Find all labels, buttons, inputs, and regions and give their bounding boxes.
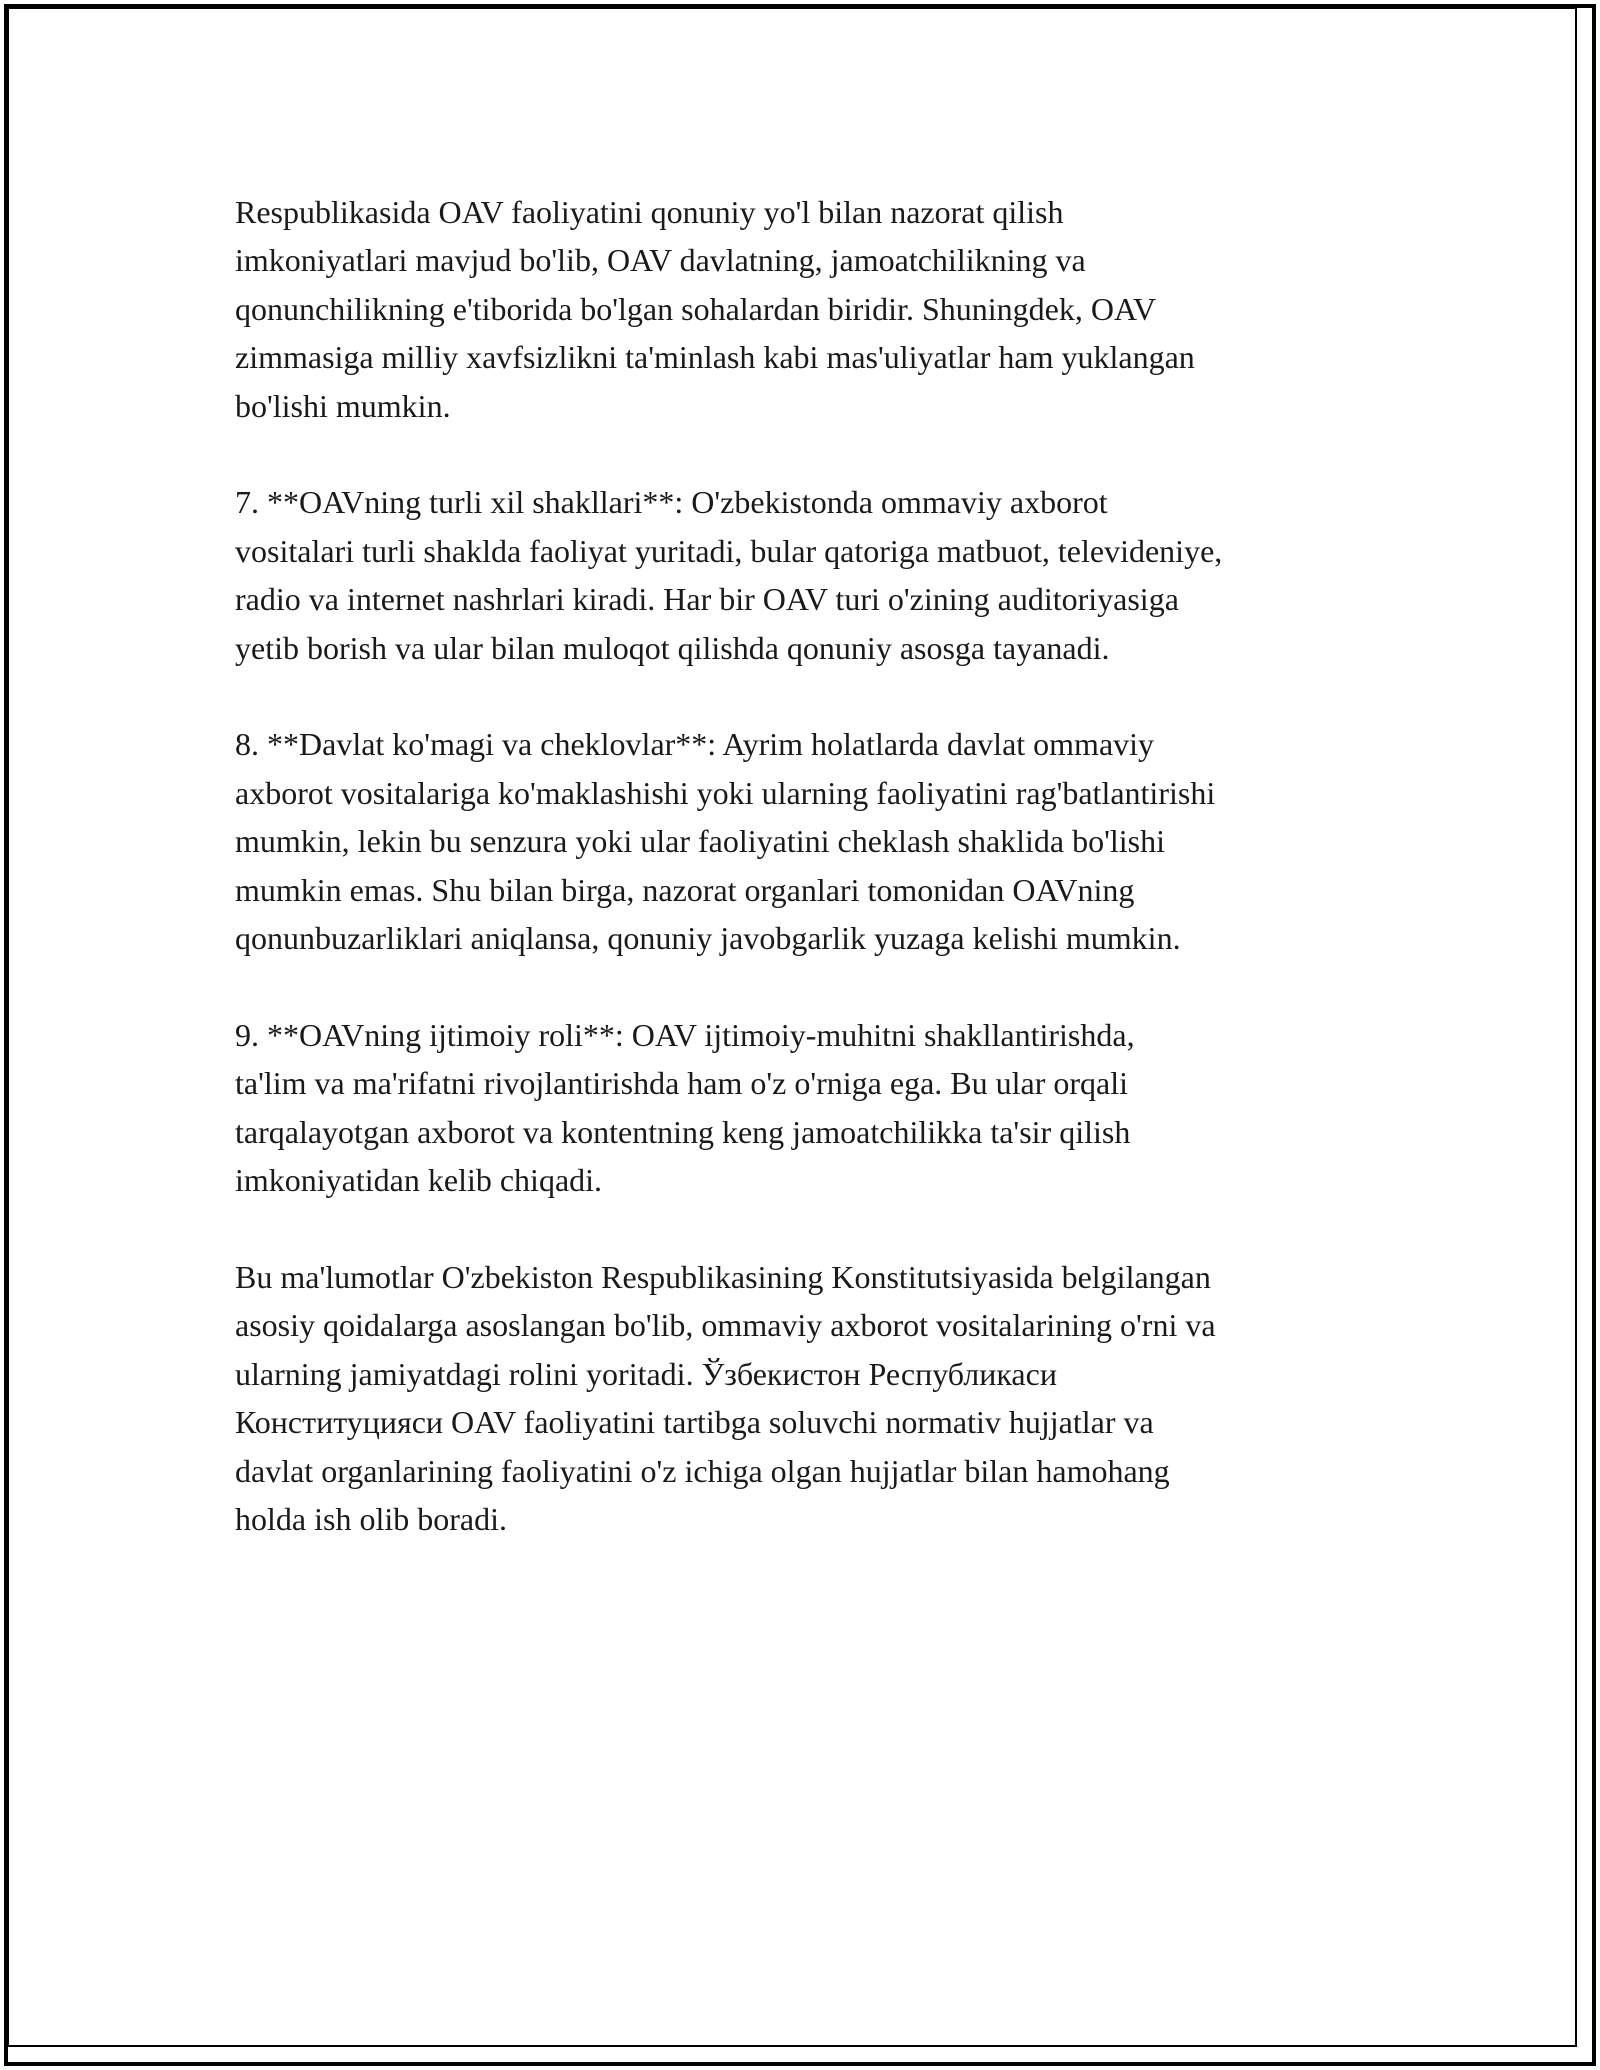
- document-body: [235, 188, 1375, 1592]
- paragraph-item-9: 9. **OAVning ijtimoiy roli**: OAV ijtimoiy-muhitni shakllantirishda, ta'lim va ma'rifatni rivojlantirishda ham o'z o'rniga ega. Bu ular orqali tarqalayotgan axborot va kontentning keng jamoatchilikka ta'sir qilish imkoniyatidan kelib chiqadi.: [235, 1016, 1135, 1199]
- paragraph-conclusion: Bu ma'lumotlar O'zbekiston Respublikasining Konstitutsiyasida belgilangan asosiy qoidalarga asoslangan bo'lib, ommaviy axborot vositalarining o'rni va ularning jamiyatdagi rolini yoritadi. Ўзбекистон Республикаси Конституцияси OAV faoliyatini tartibga soluvchi normativ hujjatlar va davlat organlarining faoliyatini o'z ichiga olgan hujjatlar bilan hamohang holda ish olib boradi.: [235, 1258, 1216, 1537]
- paragraph-item-8: 8. **Davlat ko'magi va cheklovlar**: Ayrim holatlarda davlat ommaviy axborot vositalariga ko'maklashishi yoki ularning faoliyatini rag'batlantirishi mumkin, lekin bu senzura yoki ular faoliyatini cheklash shaklida bo'lishi mumkin emas. Shu bilan birga, nazorat organlari tomonidan OAVning qonunbuzarliklari aniqlansa, qonuniy javobgarlik yuzaga kelishi mumkin.: [235, 726, 1216, 957]
- paragraph-item-7: 7. **OAVning turli xil shakllari**: O'zbekistonda ommaviy axborot vositalari turli shaklda faoliyat yuritadi, bular qatoriga matbuot, televideniye, radio va internet nashrlari kiradi. Har bir OAV turi o'zining auditoriyasiga yetib borish va ular bilan muloqot qilishda qonuniy asosga tayanadi.: [235, 484, 1223, 666]
- paragraph-intro: Respublikasida OAV faoliyatini qonuniy yo'l bilan nazorat qilish imkoniyatlari mavjud bo'lib, OAV davlatning, jamoatchilikning va qonunchilikning e'tiborida bo'lgan sohalardan biridir. Shuningdek, OAV zimmasiga milliy xavfsizlikni ta'minlash kabi mas'uliyatlar ham yuklangan bo'lishi mumkin.: [235, 194, 1195, 424]
